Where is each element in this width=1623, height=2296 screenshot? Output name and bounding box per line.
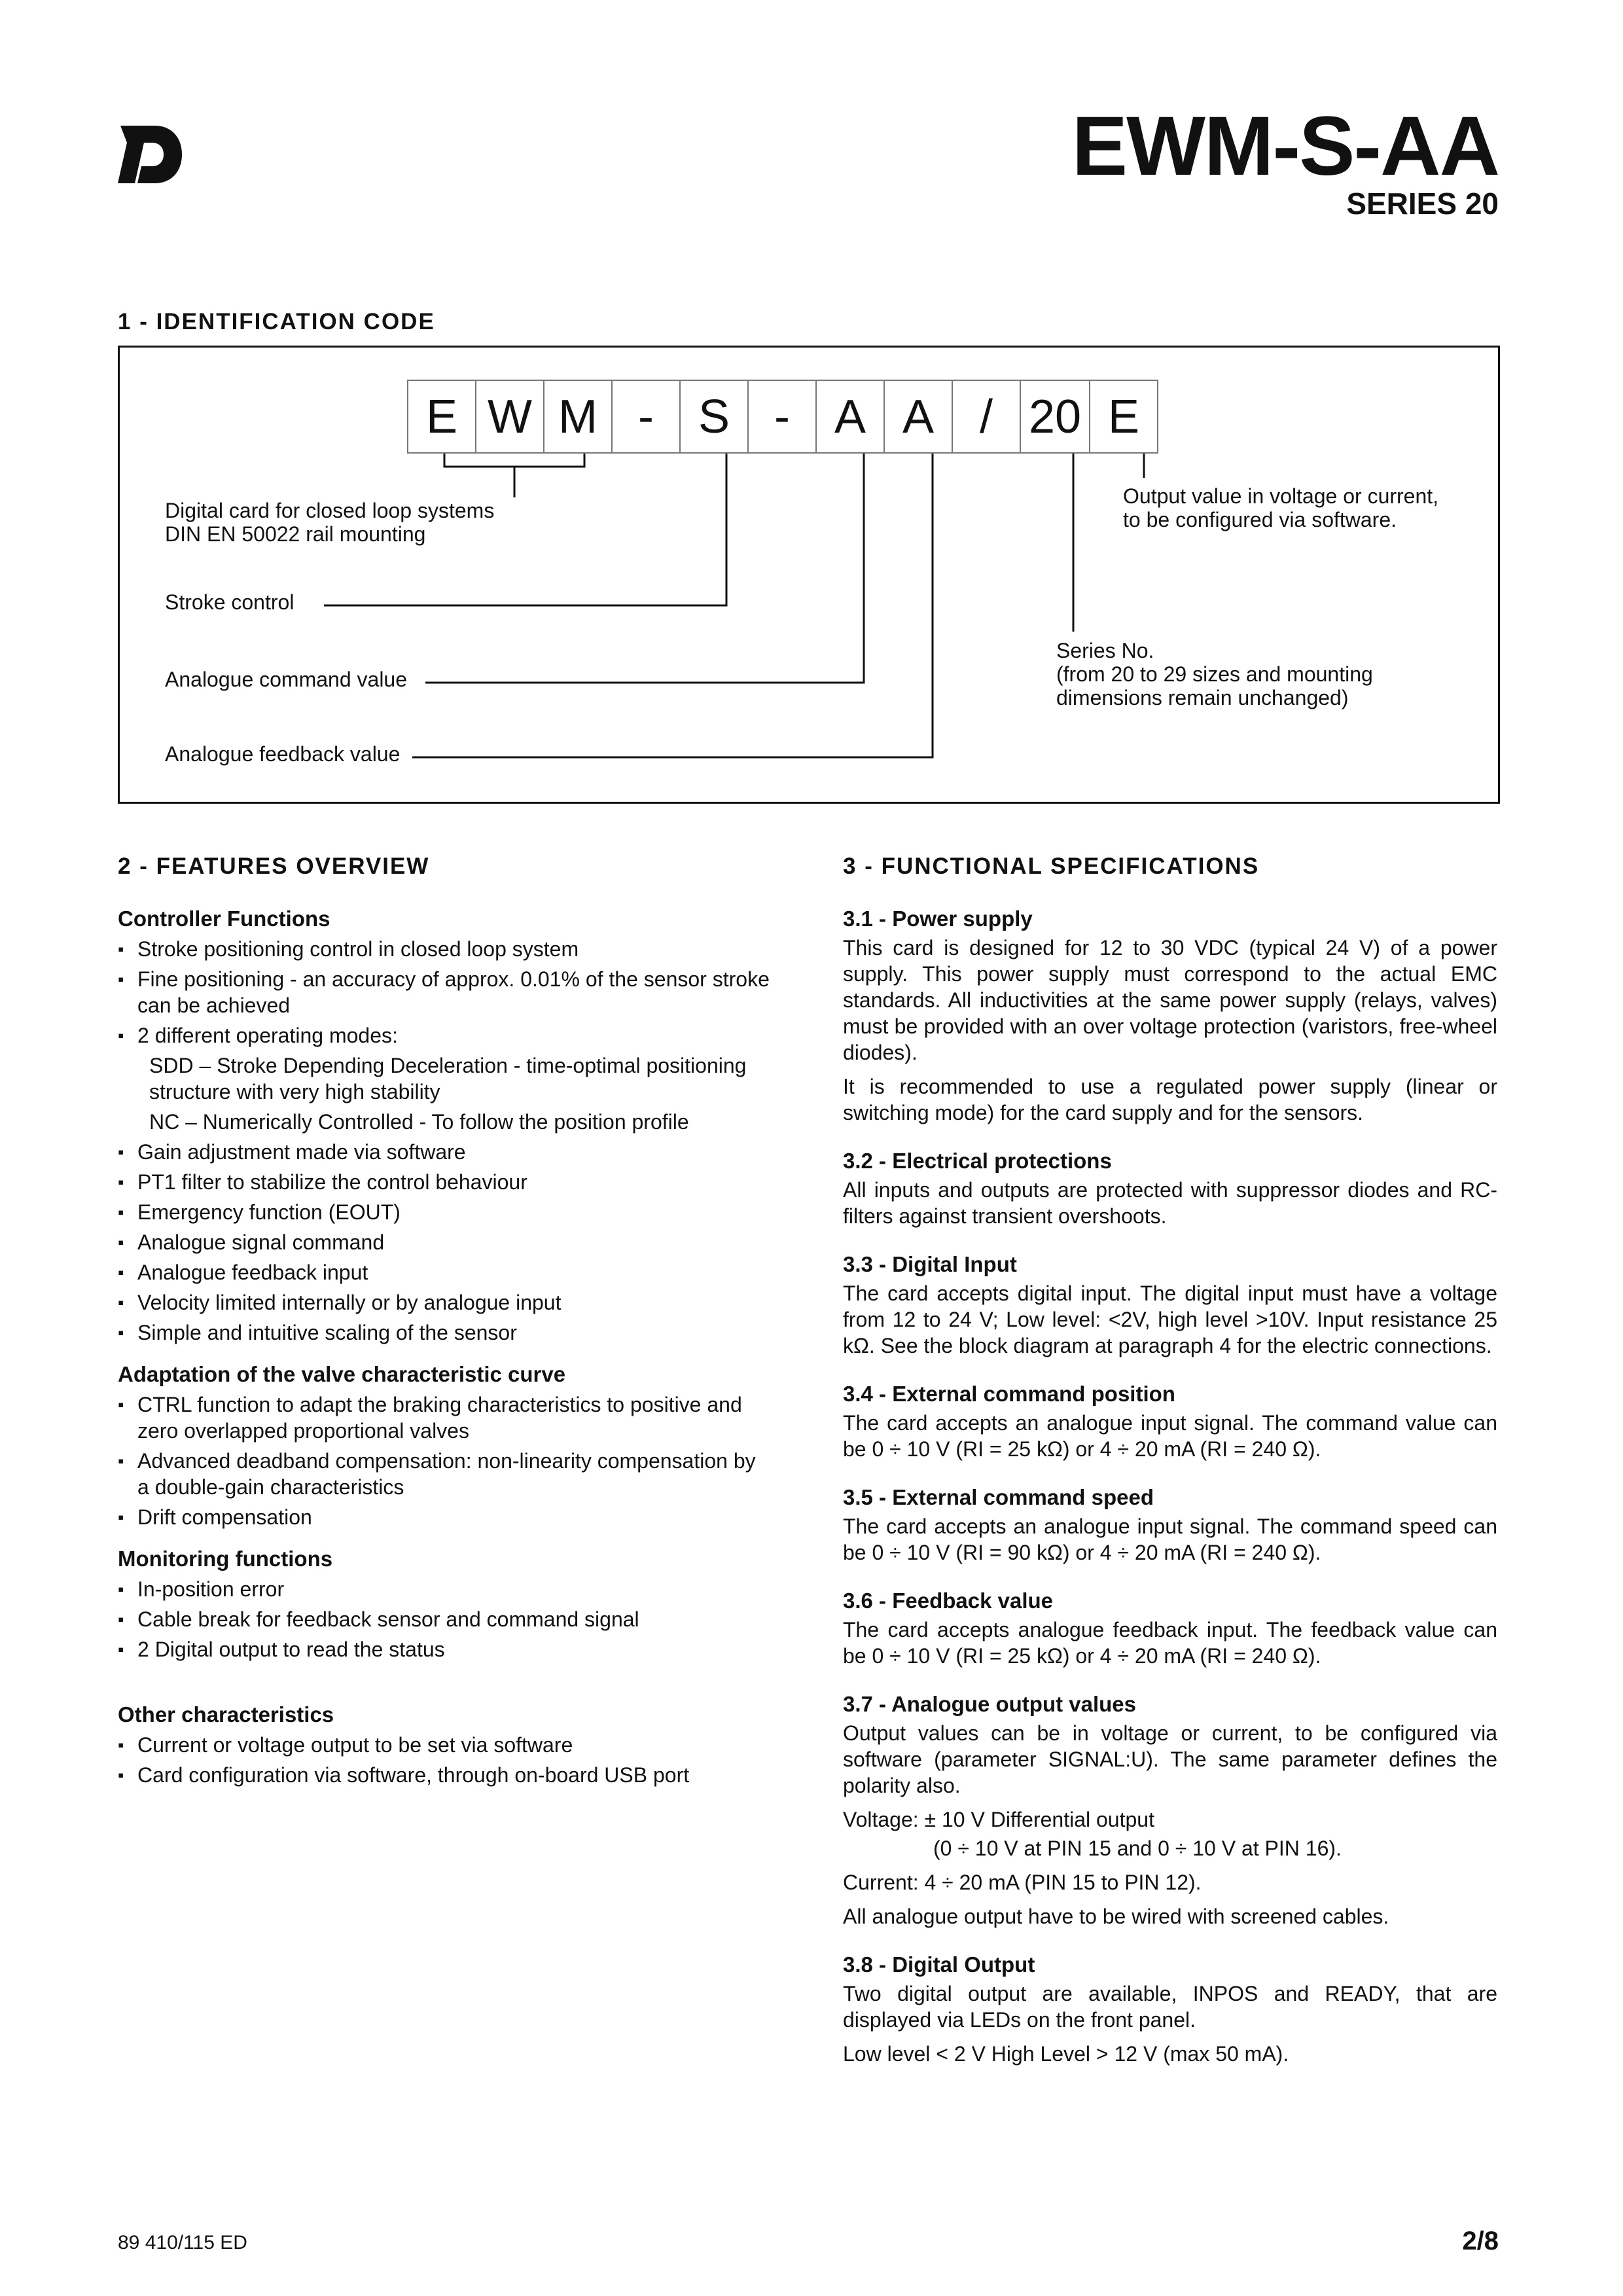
spec-heading: 3.1 - Power supply	[843, 906, 1033, 931]
code-cell: -	[611, 380, 681, 454]
list-item: ▪ Analogue signal command	[118, 1229, 772, 1255]
spec-voltage: Voltage: ± 10 V Differential output	[843, 1808, 1154, 1831]
spec-voltage-detail: (0 ÷ 10 V at PIN 15 and 0 ÷ 10 V at PIN 16).	[933, 1837, 1342, 1860]
list-item: ▪ Simple and intuitive scaling of the sensor	[118, 1319, 772, 1346]
spec-heading: 3.2 - Electrical protections	[843, 1149, 1112, 1173]
spec-digital-input	[843, 1251, 1497, 1359]
other-heading: Other characteristics	[118, 1702, 334, 1727]
code-cell: 20	[1020, 380, 1090, 454]
spec-text: It is recommended to use a regulated power supply (linear or switching mode) for the card supply and for the sensors.	[843, 1075, 1497, 1124]
label-card-type	[165, 499, 494, 546]
features-column	[118, 906, 772, 1804]
label-card-line2: DIN EN 50022 rail mounting	[165, 522, 426, 546]
spec-digital-output	[843, 1952, 1497, 2067]
list-item: ▪ Stroke positioning control in closed loop system	[118, 936, 772, 962]
code-cell: A	[883, 380, 953, 454]
list-item: ▪ Gain adjustment made via software	[118, 1139, 772, 1165]
spec-text: The card accepts an analogue input signal. The command speed can be 0 ÷ 10 V (RI = 90 kΩ) or 4 ÷ 20 mA (RI = 240 Ω).	[843, 1515, 1497, 1564]
list-subitem: SDD – Stroke Depending Deceleration - time-optimal positioning structure with very high stability	[149, 1054, 747, 1103]
spec-electrical-protections	[843, 1148, 1497, 1229]
label-series-line2: (from 20 to 29 sizes and mounting	[1056, 662, 1373, 686]
controller-functions-heading: Controller Functions	[118, 906, 330, 931]
label-series-line3: dimensions remain unchanged)	[1056, 686, 1349, 709]
label-series-line1: Series No.	[1056, 639, 1154, 662]
spec-cables: All analogue output have to be wired with screened cables.	[843, 1905, 1389, 1928]
spec-text: The card accepts digital input. The digital input must have a voltage from 12 to 24 V; Low level: <2V, high level >10V. Input resistance 25 kΩ. See the block diagram at paragraph 4 for the electric connections.	[843, 1282, 1497, 1357]
document-title: EWM-S-AA	[1071, 99, 1499, 193]
label-output-line1: Output value in voltage or current,	[1123, 484, 1439, 508]
spec-text: This card is designed for 12 to 30 VDC (typical 24 V) of a power supply. This power supply must correspond to the actual EMC standards. All inductivities at the same power supply (relays, valves) must be provided with an over voltage protection (varistors, free-wheel diodes).	[843, 936, 1497, 1064]
spec-heading: 3.4 - External command position	[843, 1382, 1175, 1406]
code-cell: A	[815, 380, 885, 454]
section-2-title: 2 - FEATURES OVERVIEW	[118, 853, 430, 879]
footer-reference: 89 410/115 ED	[118, 2232, 247, 2253]
list-item: ▪ Card configuration via software, through on-board USB port	[118, 1762, 772, 1788]
spec-feedback-value	[843, 1588, 1497, 1669]
code-cell: /	[952, 380, 1021, 454]
label-output	[1123, 484, 1438, 531]
list-item: ▪ CTRL function to adapt the braking characteristics to positive and zero overlapped proportional valves	[118, 1391, 772, 1444]
list-subitem: NC – Numerically Controlled - To follow the position profile	[149, 1110, 689, 1134]
spec-power-supply	[843, 906, 1497, 1126]
spec-text: Two digital output are available, INPOS and READY, that are displayed via LEDs on the front panel.	[843, 1982, 1497, 2032]
code-cell: S	[679, 380, 749, 454]
spec-text: The card accepts an analogue input signal. The command value can be 0 ÷ 10 V (RI = 25 kΩ) or 4 ÷ 20 mA (RI = 240 Ω).	[843, 1411, 1497, 1461]
spec-heading: 3.8 - Digital Output	[843, 1952, 1035, 1977]
code-cell: -	[747, 380, 817, 454]
code-cell: E	[1089, 380, 1158, 454]
spec-heading: 3.6 - Feedback value	[843, 1588, 1053, 1613]
spec-current: Current: 4 ÷ 20 mA (PIN 15 to PIN 12).	[843, 1871, 1202, 1894]
adaptation-heading: Adaptation of the valve characteristic curve	[118, 1362, 566, 1386]
identification-code-row	[407, 380, 1157, 454]
code-cell: E	[407, 380, 476, 454]
spec-heading: 3.7 - Analogue output values	[843, 1692, 1136, 1716]
code-cell: M	[543, 380, 613, 454]
label-series	[1056, 639, 1373, 709]
spec-command-speed	[843, 1484, 1497, 1566]
list-item: ▪ Fine positioning - an accuracy of approx. 0.01% of the sensor stroke can be achieved	[118, 966, 772, 1018]
adaptation-curve	[118, 1361, 772, 1530]
list-item: ▪ 2 Digital output to read the status	[118, 1636, 772, 1662]
label-output-line2: to be configured via software.	[1123, 508, 1397, 531]
spec-text: The card accepts analogue feedback input. The feedback value can be 0 ÷ 10 V (RI = 25 kΩ) or 4 ÷ 20 mA (RI = 240 Ω).	[843, 1618, 1497, 1668]
list-item: ▪ 2 different operating modes:	[118, 1022, 772, 1049]
page-number: 2/8	[1462, 2227, 1499, 2255]
list-item: ▪ Velocity limited internally or by analogue input	[118, 1289, 772, 1316]
spec-heading: 3.3 - Digital Input	[843, 1252, 1017, 1276]
section-3-title: 3 - FUNCTIONAL SPECIFICATIONS	[843, 853, 1260, 879]
list-item: ▪ Current or voltage output to be set via software	[118, 1732, 772, 1758]
list-item: ▪ Emergency function (EOUT)	[118, 1199, 772, 1225]
label-card-line1: Digital card for closed loop systems	[165, 499, 495, 522]
list-item: ▪ PT1 filter to stabilize the control behaviour	[118, 1169, 772, 1195]
list-item: ▪ Advanced deadband compensation: non-linearity compensation by a double-gain characteristics	[118, 1448, 772, 1500]
section-1-title: 1 - IDENTIFICATION CODE	[118, 309, 435, 334]
spec-analogue-output	[843, 1691, 1497, 1929]
list-item: ▪ In-position error	[118, 1576, 772, 1602]
list-item: ▪ Analogue feedback input	[118, 1259, 772, 1285]
spec-text: Output values can be in voltage or current, to be configured via software (parameter SIGNAL:U). The same parameter defines the polarity also.	[843, 1721, 1497, 1797]
duplomatic-d-logo	[118, 123, 183, 186]
monitoring-heading: Monitoring functions	[118, 1547, 333, 1571]
code-cell: W	[475, 380, 544, 454]
controller-functions	[118, 906, 772, 1346]
monitoring-functions	[118, 1546, 772, 1662]
label-command: Analogue command value	[165, 668, 408, 691]
list-item: ▪ Drift compensation	[118, 1504, 772, 1530]
specifications-column	[843, 906, 1497, 2089]
label-stroke: Stroke control	[165, 590, 294, 614]
spec-text: Low level < 2 V High Level > 12 V (max 50 mA).	[843, 2042, 1289, 2066]
spec-text: All inputs and outputs are protected with suppressor diodes and RC-filters against transient overshoots.	[843, 1178, 1497, 1228]
list-item: ▪ Cable break for feedback sensor and command signal	[118, 1606, 772, 1632]
spec-heading: 3.5 - External command speed	[843, 1485, 1154, 1509]
spec-command-position	[843, 1381, 1497, 1462]
label-feedback: Analogue feedback value	[165, 742, 401, 766]
other-characteristics	[118, 1702, 772, 1788]
document-series: SERIES 20	[1346, 187, 1499, 221]
